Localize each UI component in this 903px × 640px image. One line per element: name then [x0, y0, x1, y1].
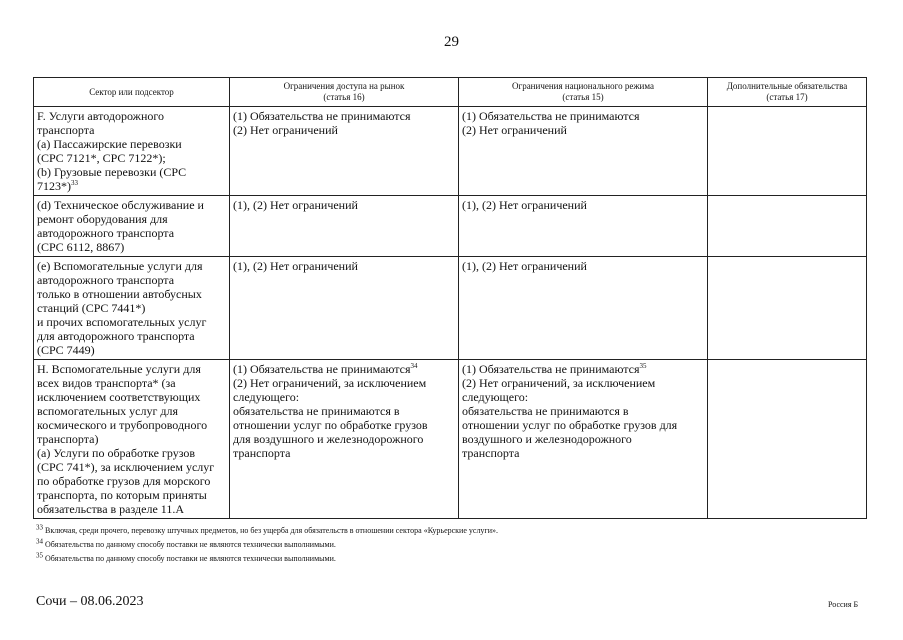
- footnote-ref: 35: [639, 362, 647, 370]
- header-additional-commitments: Дополнительные обязательства (статья 17): [708, 78, 867, 107]
- footnote: $^{33}$ Включая, среди прочего, перевозку штучных предметов, но без ущерба для обязательств в отношении сектора «Курьерские услуги».: [36, 523, 498, 535]
- header-sector: Сектор или подсектор: [34, 78, 230, 107]
- footnote-ref: 34: [410, 362, 418, 370]
- table-header-row: [34, 78, 867, 107]
- additional-commitments-cell: [708, 257, 867, 360]
- footnotes: [36, 524, 866, 566]
- national-treatment-cell: (1) Обязательства не принимаются (2) Нет ограничений: [459, 107, 708, 196]
- footnote-divider: [36, 518, 192, 519]
- sector-cell: (e) Вспомогательные услуги для автодорожного транспорта только в отношении автобусных станций (CPC 7441*) и прочих вспомогательных услуг для автодорожного транспорта (CPC 7449): [34, 257, 230, 360]
- table-row: [34, 360, 867, 519]
- sector-cell: H. Вспомогательные услуги для всех видов транспорта* (за исключением соответствующих вспомогательных услуг для космического и трубопроводного транспорта) (a) Услуги по обработке грузов (CPC 741*), за исключением услуг по обработке грузов для морского транспорта, по которым приняты обязательства в разделе 11.А: [34, 360, 230, 519]
- market-access-cell: (1), (2) Нет ограничений: [230, 196, 459, 257]
- table-row: [34, 257, 867, 360]
- footnote-ref: 33: [71, 179, 78, 187]
- footnote: $^{34}$ Обязательства по данному способу поставки не являются технически выполнимыми.: [36, 537, 336, 549]
- footnote: $^{35}$ Обязательства по данному способу поставки не являются технически выполнимыми.: [36, 551, 336, 563]
- market-access-cell: (1), (2) Нет ограничений: [230, 257, 459, 360]
- footer-date: Сочи – 08.06.2023: [36, 594, 144, 609]
- table-row: [34, 107, 867, 196]
- header-national-treatment: Ограничения национального режима (статья 15): [459, 78, 708, 107]
- header-market-access: Ограничения доступа на рынок (статья 16): [230, 78, 459, 107]
- market-access-cell: (1) Обязательства не принимаются$^{34}$ (2) Нет ограничений, за исключением следующего: обязательства не принимаются в отношении услуг по обработке грузов для воздушного и железнодорожного транспорта: [230, 360, 459, 519]
- sector-cell: (d) Техническое обслуживание и ремонт оборудования для автодорожного транспорта (CPC 6112, 8867): [34, 196, 230, 257]
- page-number: 29: [444, 34, 459, 50]
- additional-commitments-cell: [708, 107, 867, 196]
- market-access-cell: (1) Обязательства не принимаются (2) Нет ограничений: [230, 107, 459, 196]
- national-treatment-cell: (1), (2) Нет ограничений: [459, 196, 708, 257]
- footer-document-code: Россия Б: [828, 600, 859, 609]
- national-treatment-cell: (1), (2) Нет ограничений: [459, 257, 708, 360]
- schedule-table: [33, 77, 867, 519]
- additional-commitments-cell: [708, 196, 867, 257]
- national-treatment-cell: (1) Обязательства не принимаются$^{35}$ (2) Нет ограничений, за исключением следующего: обязательства не принимаются в отношении услуг по обработке грузов для воздушного и железнодорожного транспорта: [459, 360, 708, 519]
- additional-commitments-cell: [708, 360, 867, 519]
- sector-cell: F. Услуги автодорожного транспорта (a) Пассажирские перевозки (CPC 7121*, CPC 7122*); (b) Грузовые перевозки (CPC 7123*)$^{33}$: [34, 107, 230, 196]
- table-row: [34, 196, 867, 257]
